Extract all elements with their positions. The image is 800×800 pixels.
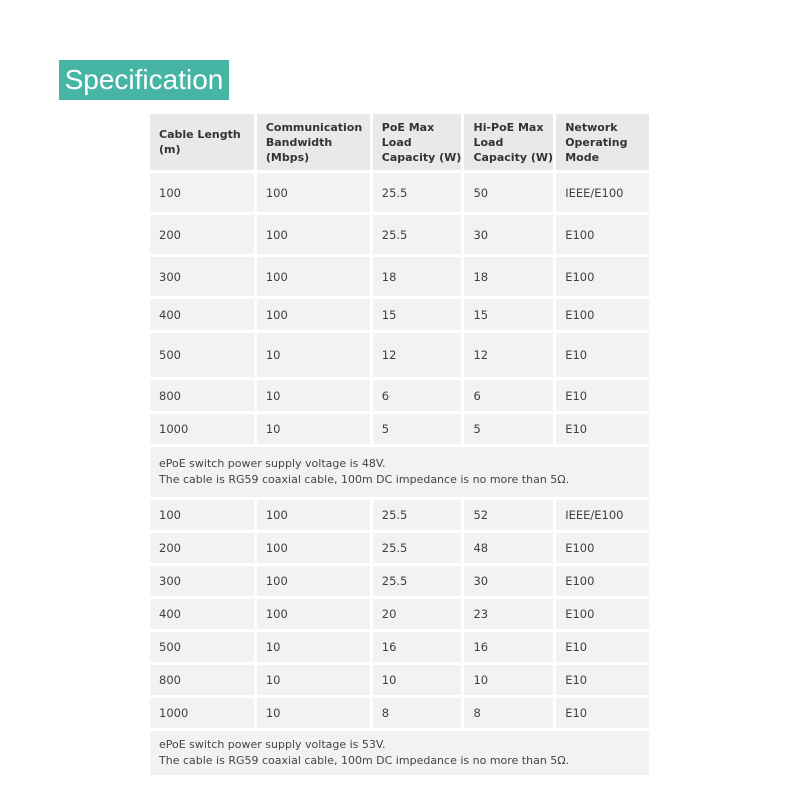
table-cell: 100 bbox=[257, 599, 370, 629]
table-cell: 20 bbox=[373, 599, 462, 629]
table-cell: 10 bbox=[257, 333, 370, 377]
table-row bbox=[150, 632, 649, 662]
note-line-2: The cable is RG59 coaxial cable, 100m DC impedance is no more than 5Ω. bbox=[159, 473, 570, 486]
table-cell: 25.5 bbox=[373, 500, 462, 530]
table-cell: 10 bbox=[257, 632, 370, 662]
table-cell: 12 bbox=[373, 333, 462, 377]
table-cell: E100 bbox=[556, 257, 649, 296]
table-cell: 500 bbox=[150, 632, 254, 662]
table-cell: 10 bbox=[464, 665, 553, 695]
table-note bbox=[150, 731, 649, 775]
header-cable-length: Cable Length (m) bbox=[150, 114, 254, 170]
table-cell: 30 bbox=[464, 566, 553, 596]
table-cell: E10 bbox=[556, 632, 649, 662]
table-cell: E100 bbox=[556, 299, 649, 330]
table-row bbox=[150, 257, 649, 296]
header-network-mode: Network Operating Mode bbox=[556, 114, 649, 170]
table-cell: 100 bbox=[257, 215, 370, 254]
table-cell: E100 bbox=[556, 215, 649, 254]
table-cell: 100 bbox=[257, 566, 370, 596]
table-cell: 100 bbox=[257, 257, 370, 296]
table-cell: 48 bbox=[464, 533, 553, 563]
table-cell: 6 bbox=[464, 380, 553, 411]
table-row bbox=[150, 566, 649, 596]
table-cell: 30 bbox=[464, 215, 553, 254]
table-cell: E100 bbox=[556, 599, 649, 629]
table-cell: 1000 bbox=[150, 414, 254, 444]
table-row bbox=[150, 533, 649, 563]
header-poe-max: PoE Max Load Capacity (W) bbox=[373, 114, 462, 170]
table-note-row bbox=[150, 731, 649, 775]
table-cell: 15 bbox=[373, 299, 462, 330]
table-cell: 100 bbox=[257, 500, 370, 530]
table-cell: 16 bbox=[464, 632, 553, 662]
table-cell: 5 bbox=[464, 414, 553, 444]
table-cell: 10 bbox=[257, 414, 370, 444]
table-row bbox=[150, 173, 649, 212]
table-cell: 200 bbox=[150, 215, 254, 254]
note-line-1: ePoE switch power supply voltage is 48V. bbox=[159, 457, 386, 470]
table-row bbox=[150, 215, 649, 254]
table-cell: 8 bbox=[464, 698, 553, 728]
table-cell: E100 bbox=[556, 533, 649, 563]
table-cell: E10 bbox=[556, 698, 649, 728]
note-line-2: The cable is RG59 coaxial cable, 100m DC impedance is no more than 5Ω. bbox=[159, 754, 570, 767]
spec-table bbox=[147, 111, 652, 778]
table-note bbox=[150, 447, 649, 497]
table-cell: 25.5 bbox=[373, 215, 462, 254]
table-row bbox=[150, 500, 649, 530]
table-cell: 5 bbox=[373, 414, 462, 444]
table-cell: 800 bbox=[150, 380, 254, 411]
table-cell: 400 bbox=[150, 299, 254, 330]
table-cell: 100 bbox=[257, 533, 370, 563]
note-line-1: ePoE switch power supply voltage is 53V. bbox=[159, 738, 386, 751]
table-cell: 16 bbox=[373, 632, 462, 662]
table-cell: 400 bbox=[150, 599, 254, 629]
table-note-row bbox=[150, 447, 649, 497]
table-cell: E10 bbox=[556, 665, 649, 695]
table-row bbox=[150, 414, 649, 444]
table-cell: 300 bbox=[150, 257, 254, 296]
table-row bbox=[150, 333, 649, 377]
table-cell: 100 bbox=[150, 500, 254, 530]
table-cell: 52 bbox=[464, 500, 553, 530]
table-row bbox=[150, 299, 649, 330]
table-cell: 25.5 bbox=[373, 566, 462, 596]
table-cell: E10 bbox=[556, 333, 649, 377]
table-header-row bbox=[150, 114, 649, 170]
table-cell: 8 bbox=[373, 698, 462, 728]
table-cell: 18 bbox=[464, 257, 553, 296]
table-cell: 500 bbox=[150, 333, 254, 377]
table-cell: 100 bbox=[150, 173, 254, 212]
table-cell: 10 bbox=[257, 698, 370, 728]
table-cell: 25.5 bbox=[373, 173, 462, 212]
table-cell: 50 bbox=[464, 173, 553, 212]
table-row bbox=[150, 665, 649, 695]
table-cell: 12 bbox=[464, 333, 553, 377]
table-cell: E100 bbox=[556, 566, 649, 596]
header-hi-poe-max: Hi-PoE Max Load Capacity (W) bbox=[464, 114, 553, 170]
table-cell: IEEE/E100 bbox=[556, 173, 649, 212]
table-cell: 1000 bbox=[150, 698, 254, 728]
table-cell: 100 bbox=[257, 299, 370, 330]
page-title: Specification bbox=[59, 60, 229, 100]
table-row bbox=[150, 698, 649, 728]
table-cell: E10 bbox=[556, 380, 649, 411]
table-cell: 18 bbox=[373, 257, 462, 296]
table-cell: 23 bbox=[464, 599, 553, 629]
table-row bbox=[150, 380, 649, 411]
table-cell: 100 bbox=[257, 173, 370, 212]
table-row bbox=[150, 599, 649, 629]
table-cell: 10 bbox=[257, 665, 370, 695]
table-cell: 25.5 bbox=[373, 533, 462, 563]
table-cell: IEEE/E100 bbox=[556, 500, 649, 530]
table-cell: 10 bbox=[373, 665, 462, 695]
header-bandwidth: Communication Bandwidth (Mbps) bbox=[257, 114, 370, 170]
table-cell: 10 bbox=[257, 380, 370, 411]
table-cell: 800 bbox=[150, 665, 254, 695]
table-cell: 15 bbox=[464, 299, 553, 330]
table-cell: 6 bbox=[373, 380, 462, 411]
table-cell: 300 bbox=[150, 566, 254, 596]
table-cell: E10 bbox=[556, 414, 649, 444]
table-cell: 200 bbox=[150, 533, 254, 563]
